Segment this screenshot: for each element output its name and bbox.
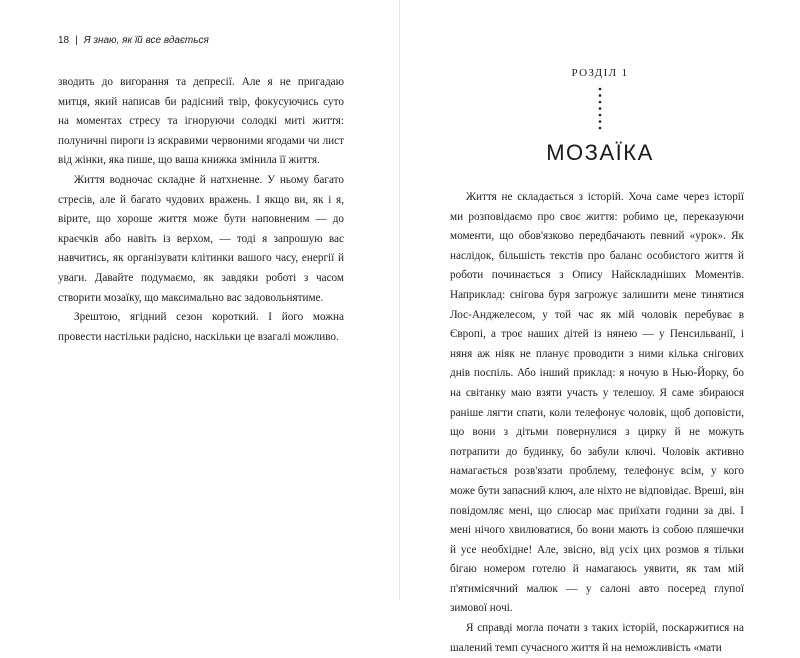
chapter-dots-divider [595, 86, 605, 134]
paragraph: зводить до вигорання та депресії. Але я не пригадаю митця, який написав би радісний твір, фокусуючись суто на моментах стресу та ігноруючи солодкі миті життя: полуничні пироги із яскравими червоними ягодами чи лист від жінки, яка пише, що ваша книжка змінила її життя. [58, 76, 344, 167]
paragraph: Життя не складається з історій. Хоча саме через історії ми розповідаємо про своє життя: робимо це, переказуючи моменти, що обов'язково передбачають певний «урок». Як наслідок, більшість текстів про баланс особистого життя й роботи починається з Опису Найскладніших Моментів. Наприклад: снігова буря загрожує залишити мене тинятися Лос-Анджелесом, у той час як мій чоловік перебуває в Європі, а троє наших дітей із нянею — у Пенсильванії, і няня аж ніяк не планує проводити з ними кілька снігових днів поспіль. Або інший приклад: я ночую в Нью-Йорку, бо на світанку маю взяти участь у телешоу. Я саме збираюся раніше лягти спати, коли телефонує чоловік, щоб доповісти, що вони з дітьми повернулися з цирку й не можуть потрапити до будинку, бо забули ключі. Чоловік активно намагається розв'язати проблему, телефонує всім, у кого може бути запасний ключ, але ніхто не відповідає. Вреші, він повідомляє мені, що слюсар має приїхати години за дві. І мені нічого хвилюватися, бо вони мають із собою пляшечки й усе необхідне! Але, звісно, від усіх цих розмов я тільки бігаю номером готелю й намагаюсь уявити, як там мій п'ятимісячний малюк — у салоні авто посеред глупої зимової ночі. [450, 191, 744, 615]
left-page [0, 0, 400, 600]
chapter-title: МОЗАЇКА [546, 140, 654, 165]
page-number: 18 [58, 35, 70, 46]
running-head-separator: | [75, 35, 78, 46]
chapter-label: РОЗДІЛ 1 [571, 67, 629, 79]
left-body-text [58, 73, 344, 347]
right-page [400, 0, 800, 654]
paragraph: Зрештою, ягідний сезон короткий. І його можна провести настільки радісно, наскільки це взагалі можливо. [58, 311, 344, 343]
right-body-text [450, 188, 744, 658]
paragraph: Я справді могла почати з таких історій, поскаржитися на шалений темп сучасного життя й на неможливість «мати [450, 622, 744, 654]
running-head [58, 35, 209, 46]
running-title: Я знаю, як їй все вдається [83, 35, 209, 46]
paragraph: Життя водночас складне й натхненне. У ньому багато стресів, але й багато чудових вражень. І якщо ви, як і я, вірите, що хороше життя може бути наповненим — до краєчків або навіть із верхом, — тоді я запрошую вас навчитись, як організувати клітинки вашого часу, енергії й уваги. Давайте подумаємо, як завдяки роботі з часом створити мозаїку, що максимально вас задовольнятиме. [58, 173, 344, 304]
